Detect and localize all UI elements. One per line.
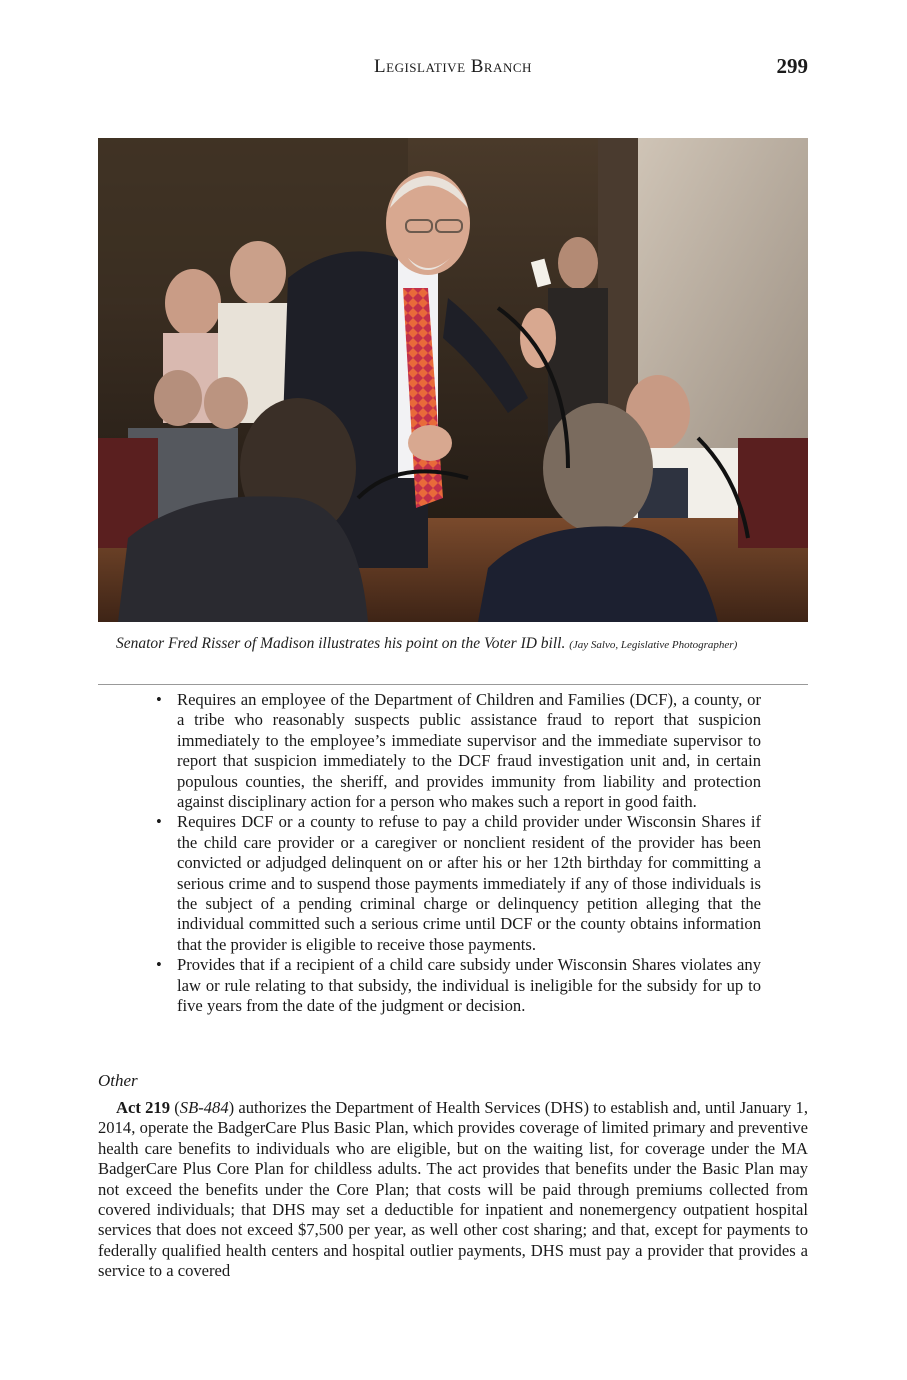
act-number: Act 219 bbox=[116, 1098, 170, 1117]
page-header bbox=[98, 54, 808, 82]
section-heading: Other bbox=[98, 1071, 138, 1090]
page-number: 299 bbox=[776, 54, 808, 78]
bullet-icon: • bbox=[156, 690, 162, 709]
provisions-list bbox=[156, 690, 761, 1017]
list-item bbox=[156, 812, 761, 955]
list-item-text: Requires an employee of the Department of Children and Families (DCF), a county, or a tribe who reasonably suspects public assistance fraud to report that suspicion immediately to the employee’s immediate supervisor and the immediate supervisor to report that suspicion immediately to the DCF fraud investigation unit and, in certain populous counties, the sheriff, and provides immunity from liability and protection against disciplinary action for a person who makes such a report in good faith. bbox=[177, 690, 761, 812]
paragraph-text: ) authorizes the Department of Health Services (DHS) to establish and, until January 1, 2014, operate the BadgerCare Plus Basic Plan, which provides coverage of limited primary and preventive health care benefits to individuals who are eligible, but on the waiting list, for coverage under the MA BadgerCare Plus Core Plan for childless adults. The act provides that benefits under the Basic Plan may not exceed the benefits under the Core Plan; that costs will be paid through premiums collected from covered individuals; that DHS may set a deductible for inpatient and nonemergency outpatient hospital services that does not exceed $7,500 per year, as well other cost sharing; and that, except for payments to federally qualified health centers and hospital outlier payments, DHS must pay a provider that provides a service to a covered bbox=[98, 1098, 808, 1281]
list-item bbox=[156, 690, 761, 812]
caption-text: Senator Fred Risser of Madison illustrates his point on the Voter ID bill. bbox=[116, 635, 566, 652]
act-paragraph bbox=[98, 1098, 808, 1282]
senate-chamber-photo bbox=[98, 138, 808, 622]
bill-number: SB-484 bbox=[179, 1098, 229, 1117]
list-item-text: Provides that if a recipient of a child care subsidy under Wisconsin Shares violates any law or rule relating to that subsidy, the individual is ineligible for the subsidy for up to five years from the date of the judgment or decision. bbox=[177, 955, 761, 1016]
bullet-icon: • bbox=[156, 812, 162, 832]
paren-open: ( bbox=[170, 1098, 180, 1117]
running-head: Legislative Branch bbox=[374, 56, 532, 77]
caption-divider bbox=[98, 684, 808, 685]
list-item-text: Requires DCF or a county to refuse to pay a child provider under Wisconsin Shares if the child care provider or a caregiver or nonclient resident of the provider has been convicted or adjudged delinquent on or after his or her 12th birthday for committing a serious crime and to suspend those payments immediately if any of those individuals is the subject of a pending criminal charge or delinquency petition alleging that the individual committed such a serious crime until DCF or the county obtains information that the provider is eligible to receive those payments. bbox=[177, 812, 761, 954]
list-item bbox=[156, 955, 761, 1016]
bullet-icon: • bbox=[156, 955, 162, 975]
photo-credit: (Jay Salvo, Legislative Photographer) bbox=[569, 639, 738, 651]
photo-illustration bbox=[98, 138, 808, 622]
photo-caption bbox=[98, 634, 808, 655]
